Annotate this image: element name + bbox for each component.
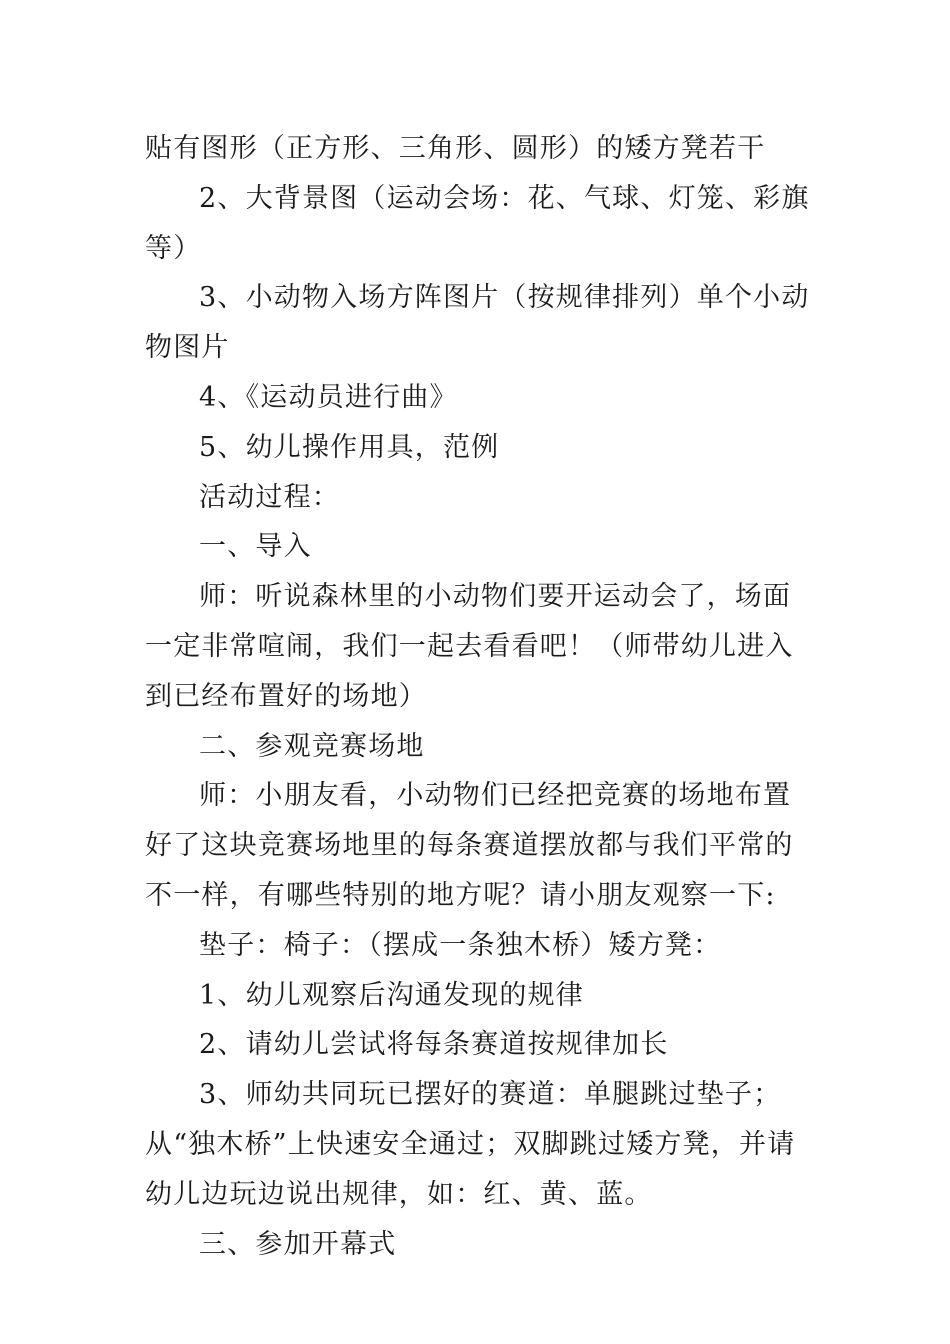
- paragraph-step-1: 1、幼儿观察后沟通发现的规律: [199, 979, 584, 1011]
- paragraph-materials-2: 2、大背景图（运动会场：花、气球、灯笼、彩旗等）: [145, 182, 810, 264]
- paragraph-materials-4: 4、《运动员进行曲》: [199, 381, 458, 413]
- section-heading-visit: 二、参观竞赛场地: [199, 730, 425, 762]
- section-heading-process: 活动过程：: [199, 481, 340, 513]
- document-body: [145, 124, 815, 1269]
- paragraph-step-2: 2、请幼儿尝试将每条赛道按规律加长: [199, 1029, 669, 1061]
- section-heading-opening: 三、参加开幕式: [199, 1228, 397, 1260]
- paragraph-visit-teacher: 师：小朋友看，小动物们已经把竞赛的场地布置好了这块竞赛场地里的每条赛道摆放都与我们平常的不一样，有哪些特别的地方呢？请小朋友观察一下:: [145, 780, 794, 911]
- paragraph-materials-5: 5、幼儿操作用具，范例: [199, 431, 500, 463]
- paragraph-step-3: 3、师幼共同玩已摆好的赛道：单腿跳过垫子；从“独木桥”上快速安全通过；双脚跳过矮方凳，并请幼儿边玩边说出规律，如：红、黄、蓝。: [145, 1079, 796, 1210]
- paragraph-materials-1: 贴有图形（正方形、三角形、圆形）的矮方凳若干: [145, 133, 766, 164]
- section-heading-intro: 一、导入: [199, 531, 312, 563]
- paragraph-intro-teacher: 师：听说森林里的小动物们要开运动会了，场面一定非常喧闹，我们一起去看看吧！（师带幼儿进入到已经布置好的场地）: [145, 581, 794, 712]
- paragraph-equipment: 垫子：椅子：（摆成一条独木桥）矮方凳：: [199, 929, 722, 961]
- paragraph-materials-3: 3、小动物入场方阵图片（按规律排列）单个小动物图片: [145, 282, 810, 364]
